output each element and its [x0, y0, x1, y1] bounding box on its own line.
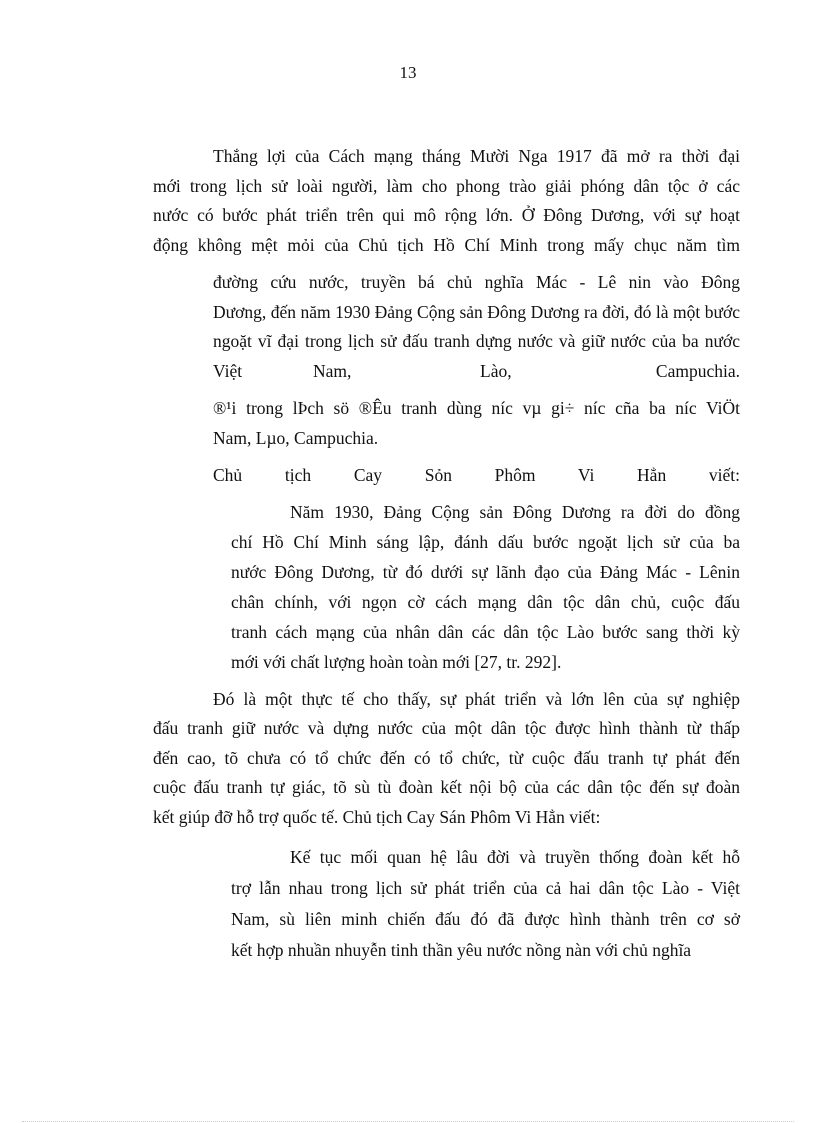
paragraph-line: kết giúp đỡ hỗ trợ quốc tế. Chủ tịch Cay Sán Phôm Vi Hẳn viết:	[153, 807, 601, 827]
word: Campuchia.	[655, 361, 740, 381]
word: Nam,	[313, 361, 352, 381]
paragraph-line: động không mệt mỏi của Chủ tịch Hồ Chí Minh trong mấy chục năm tìm	[153, 235, 740, 255]
paragraph-line: đường cứu nước, truyền bá chủ nghĩa Mác - Lê nin vào Đông	[213, 272, 740, 292]
quote-line: trợ lẫn nhau trong lịch sử phát triển của cả hai dân tộc Lào - Việt	[231, 878, 740, 898]
garbled-line: Nam, Lµo, Campuchia.	[213, 428, 379, 448]
paragraph-line: ngoặt vĩ đại trong lịch sử đấu tranh dựng nước và giữ nước của ba nước	[213, 331, 740, 351]
quote-line: Nam, sù liên minh chiến đấu đó đã được hình thành trên cơ sở	[231, 909, 740, 929]
paragraph-line: Dương, đến năm 1930 Đảng Cộng sản Đông Dương ra đời, đó là một bước	[213, 302, 740, 322]
paragraph-line: đến cao, tõ chưa có tổ chức đến có tổ chức, từ cuộc đấu tranh tự phát đến	[153, 748, 740, 768]
quote-intro: Chủ tịch Cay Sỏn Phôm Vi Hẳn viết:	[213, 465, 740, 485]
page-bottom-rule	[22, 1121, 794, 1122]
quote-line: tranh cách mạng của nhân dân các dân tộc Lào bước sang thời kỳ	[231, 622, 740, 642]
quote-line: chí Hồ Chí Minh sáng lập, đánh dấu bước ngoặt lịch sử của ba	[231, 532, 740, 552]
quote-line: Kế tục mối quan hệ lâu đời và truyền thống đoàn kết hỗ	[290, 847, 740, 867]
paragraph-line: mới trong lịch sử loài người, làm cho phong trào giải phóng dân tộc ở các	[153, 176, 740, 196]
paragraph-line: nước có bước phát triển trên qui mô rộng lớn. Ở Đông Dương, với sự hoạt	[153, 205, 740, 225]
word: Việt	[213, 361, 243, 381]
paragraph-line: đấu tranh giữ nước và dựng nước của một dân tộc được hình thành từ thấp	[153, 718, 740, 738]
garbled-line: ®¹i trong lÞch sö ®Êu tranh dùng níc vµ gi÷ níc cña ba níc ViÖt	[213, 398, 740, 418]
quote-line: chân chính, với ngọn cờ cách mạng dân tộc dân chủ, cuộc đấu	[231, 592, 740, 612]
page-number: 13	[399, 63, 417, 82]
paragraph-line: cuộc đấu tranh tự giác, tõ sù tù đoàn kết nội bộ của các dân tộc đến sự đoàn	[153, 777, 740, 797]
quote-line: mới với chất lượng hoàn toàn mới [27, tr. 292].	[231, 652, 562, 672]
paragraph-line: Thắng lợi của Cách mạng tháng Mười Nga 1917 đã mở ra thời đại	[213, 146, 740, 166]
quote-line: nước Đông Dương, từ đó dưới sự lãnh đạo của Đảng Mác - Lênin	[231, 562, 740, 582]
quote-line: kết hợp nhuần nhuyễn tinh thần yêu nước nồng nàn với chủ nghĩa	[231, 940, 692, 960]
quote-line: Năm 1930, Đảng Cộng sản Đông Dương ra đời do đồng	[290, 502, 740, 522]
word: Lào,	[480, 361, 512, 381]
paragraph-line: Đó là một thực tế cho thấy, sự phát triển và lớn lên của sự nghiệp	[213, 689, 740, 709]
